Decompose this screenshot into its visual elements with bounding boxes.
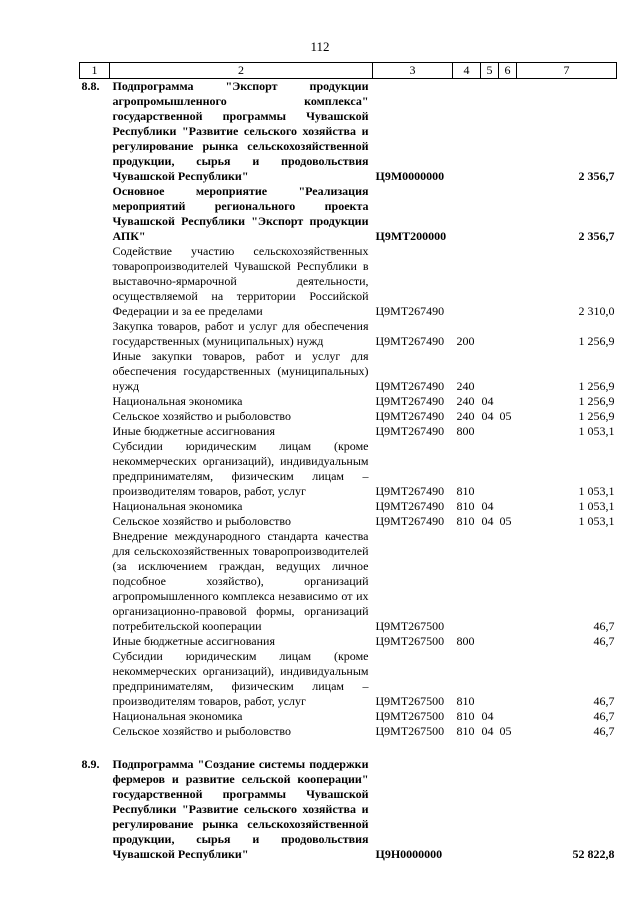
expense-type-code: 240 [456,379,475,393]
table-row [80,409,617,424]
amount: 1 256,9 [578,409,615,423]
subsection-code [499,184,517,244]
amount: 1 053,1 [578,499,615,513]
target-article-code: Ц9МТ267490 [375,409,445,423]
row-name: Национальная экономика [112,394,243,408]
expense-type-code [453,529,481,634]
subsection-code [499,394,517,409]
row-name: Основное мероприятие "Реализация мероприятий регионального проекта Чувашской Республики "Экспорт продукции АПК" [112,184,369,243]
amount: 46,7 [593,694,615,708]
row-number [80,724,110,739]
row-number [80,184,110,244]
table-row [80,424,617,439]
row-name: Сельское хозяйство и рыболовство [112,724,292,738]
target-article-code: Ц9Н0000000 [375,847,443,861]
expense-type-code: 240 [456,409,475,423]
row-number [80,409,110,424]
section-code [481,634,499,649]
amount: 46,7 [593,724,615,738]
target-article-code: Ц9МТ267500 [375,694,445,708]
subsection-code [499,529,517,634]
section-code: 04 [481,499,494,513]
amount: 1 256,9 [578,334,615,348]
subsection-code [499,424,517,439]
row-number [80,244,110,319]
subsection-code [499,79,517,185]
table-body [80,79,617,863]
table-row [80,439,617,499]
expense-type-code: 200 [456,334,475,348]
target-article-code: Ц9МТ267490 [375,514,445,528]
amount: 2 310,0 [578,304,615,318]
budget-table [79,62,617,862]
row-number [80,529,110,634]
row-number [80,709,110,724]
table-row [80,514,617,529]
section-code [481,319,499,349]
subsection-code [499,709,517,724]
expense-type-code: 810 [456,499,475,513]
amount: 1 256,9 [578,394,615,408]
row-name: Иные закупки товаров, работ и услуг для обеспечения государственных (муниципальных) нужд [112,349,369,393]
table-row [80,529,617,634]
subsection-code [499,499,517,514]
row-number [80,439,110,499]
target-article-code: Ц9МТ267500 [375,619,445,633]
target-article-code: Ц9МТ267490 [375,499,445,513]
amount: 46,7 [593,634,615,648]
subsection-code: 05 [499,514,512,528]
row-number: 8.8. [81,79,100,93]
expense-type-code: 810 [456,514,475,528]
row-name: Подпрограмма "Экспорт продукции агропромышленного комплекса" государственной программы Чувашской Республики "Развитие сельского хозяйства и регулирование рынка сельскохозяйственной продукции, сырья и продовольствия Чувашской Республики" [112,79,369,183]
row-number [80,499,110,514]
target-article-code: Ц9МТ267500 [375,709,445,723]
amount: 1 053,1 [578,424,615,438]
expense-type-code [453,244,481,319]
row-name: Содействие участию сельскохозяйственных товаропроизводителей Чувашской Республики в выставочно-ярмарочной деятельности, осуществляемой на территории Российской Федерации и за ее пределами [112,244,369,318]
subsection-code [499,439,517,499]
row-name: Сельское хозяйство и рыболовство [112,409,292,423]
subsection-code: 05 [499,724,512,738]
table-row [80,184,617,244]
target-article-code: Ц9МТ267490 [375,334,445,348]
column-number-2: 2 [110,63,373,79]
subsection-code [499,757,517,862]
column-number-4: 4 [453,63,481,79]
expense-type-code [453,184,481,244]
row-number [80,649,110,709]
column-number-5: 5 [481,63,499,79]
section-code [481,244,499,319]
section-code [481,79,499,185]
section-code [481,649,499,709]
table-row [80,634,617,649]
target-article-code: Ц9МТ267500 [375,634,445,648]
expense-type-code: 800 [456,634,475,648]
row-number [80,634,110,649]
subsection-code [499,634,517,649]
table-row [80,499,617,514]
expense-type-code: 810 [456,484,475,498]
target-article-code: Ц9М0000000 [375,169,445,183]
amount: 1 053,1 [578,514,615,528]
row-number: 8.9. [81,757,100,771]
expense-type-code: 810 [456,694,475,708]
table-row [80,709,617,724]
row-number [80,424,110,439]
expense-type-code [453,79,481,185]
section-code [481,439,499,499]
row-name: Национальная экономика [112,709,243,723]
target-article-code: Ц9МТ267490 [375,304,445,318]
row-name: Закупка товаров, работ и услуг для обеспечения государственных (муниципальных) нужд [112,319,369,348]
table-row [80,79,617,185]
column-number-7: 7 [517,63,617,79]
table-row [80,757,617,862]
table-row [80,349,617,394]
section-code [481,757,499,862]
table-row [80,724,617,739]
row-name: Иные бюджетные ассигнования [112,634,275,648]
expense-type-code [453,757,481,862]
expense-type-code: 240 [456,394,475,408]
table-row [80,244,617,319]
table-row [80,394,617,409]
target-article-code: Ц9МТ200000 [375,229,447,243]
subsection-code: 05 [499,409,512,423]
spacer-cell [80,739,617,757]
amount: 52 822,8 [572,847,615,861]
target-article-code: Ц9МТ267490 [375,484,445,498]
section-code: 04 [481,514,494,528]
page-number: 112 [310,39,330,54]
column-number-1: 1 [80,63,110,79]
section-code [481,349,499,394]
section-code: 04 [481,394,494,408]
subsection-code [499,319,517,349]
subsection-code [499,244,517,319]
row-name: Сельское хозяйство и рыболовство [112,514,292,528]
row-number [80,349,110,394]
target-article-code: Ц9МТ267490 [375,424,445,438]
row-name: Субсидии юридическим лицам (кроме некоммерческих организаций), индивидуальным предпринимателям, физическим лицам – производителям товаров, работ, услуг [112,439,369,498]
subsection-code [499,649,517,709]
section-code [481,424,499,439]
section-code [481,529,499,634]
section-code: 04 [481,409,494,423]
column-number-6: 6 [499,63,517,79]
amount: 46,7 [593,619,615,633]
expense-type-code: 810 [456,709,475,723]
section-code: 04 [481,724,494,738]
expense-type-code: 800 [456,424,475,438]
row-name: Национальная экономика [112,499,243,513]
amount: 1 053,1 [578,484,615,498]
row-name: Внедрение международного стандарта качества для сельскохозяйственных товаропроизводителей (за исключением граждан, ведущих личное подсобное хозяйство), организаций агропромышленного комплекса независимо от их организационно-правовой формы, организаций потребительской кооперации [112,529,369,633]
row-number [80,394,110,409]
amount: 46,7 [593,709,615,723]
target-article-code: Ц9МТ267490 [375,379,445,393]
expense-type-code: 810 [456,724,475,738]
target-article-code: Ц9МТ267500 [375,724,445,738]
spacer-row [80,739,617,757]
header-row [80,63,617,79]
row-number [80,319,110,349]
table-header [80,63,617,79]
section-code [481,184,499,244]
row-name: Субсидии юридическим лицам (кроме некоммерческих организаций), индивидуальным предпринимателям, физическим лицам – производителям товаров, работ, услуг [112,649,369,708]
row-name: Подпрограмма "Создание системы поддержки фермеров и развитие сельской кооперации" государственной программы Чувашской Республики "Развитие сельского хозяйства и регулирование рынка сельскохозяйственной продукции, сырья и продовольствия Чувашской Республики" [112,757,369,861]
section-code: 04 [481,709,494,723]
amount: 2 356,7 [578,229,615,243]
row-name: Иные бюджетные ассигнования [112,424,275,438]
table-row [80,649,617,709]
row-number [80,514,110,529]
column-number-3: 3 [373,63,453,79]
amount: 2 356,7 [578,169,615,183]
amount: 1 256,9 [578,379,615,393]
subsection-code [499,349,517,394]
target-article-code: Ц9МТ267490 [375,394,445,408]
table-row [80,319,617,349]
